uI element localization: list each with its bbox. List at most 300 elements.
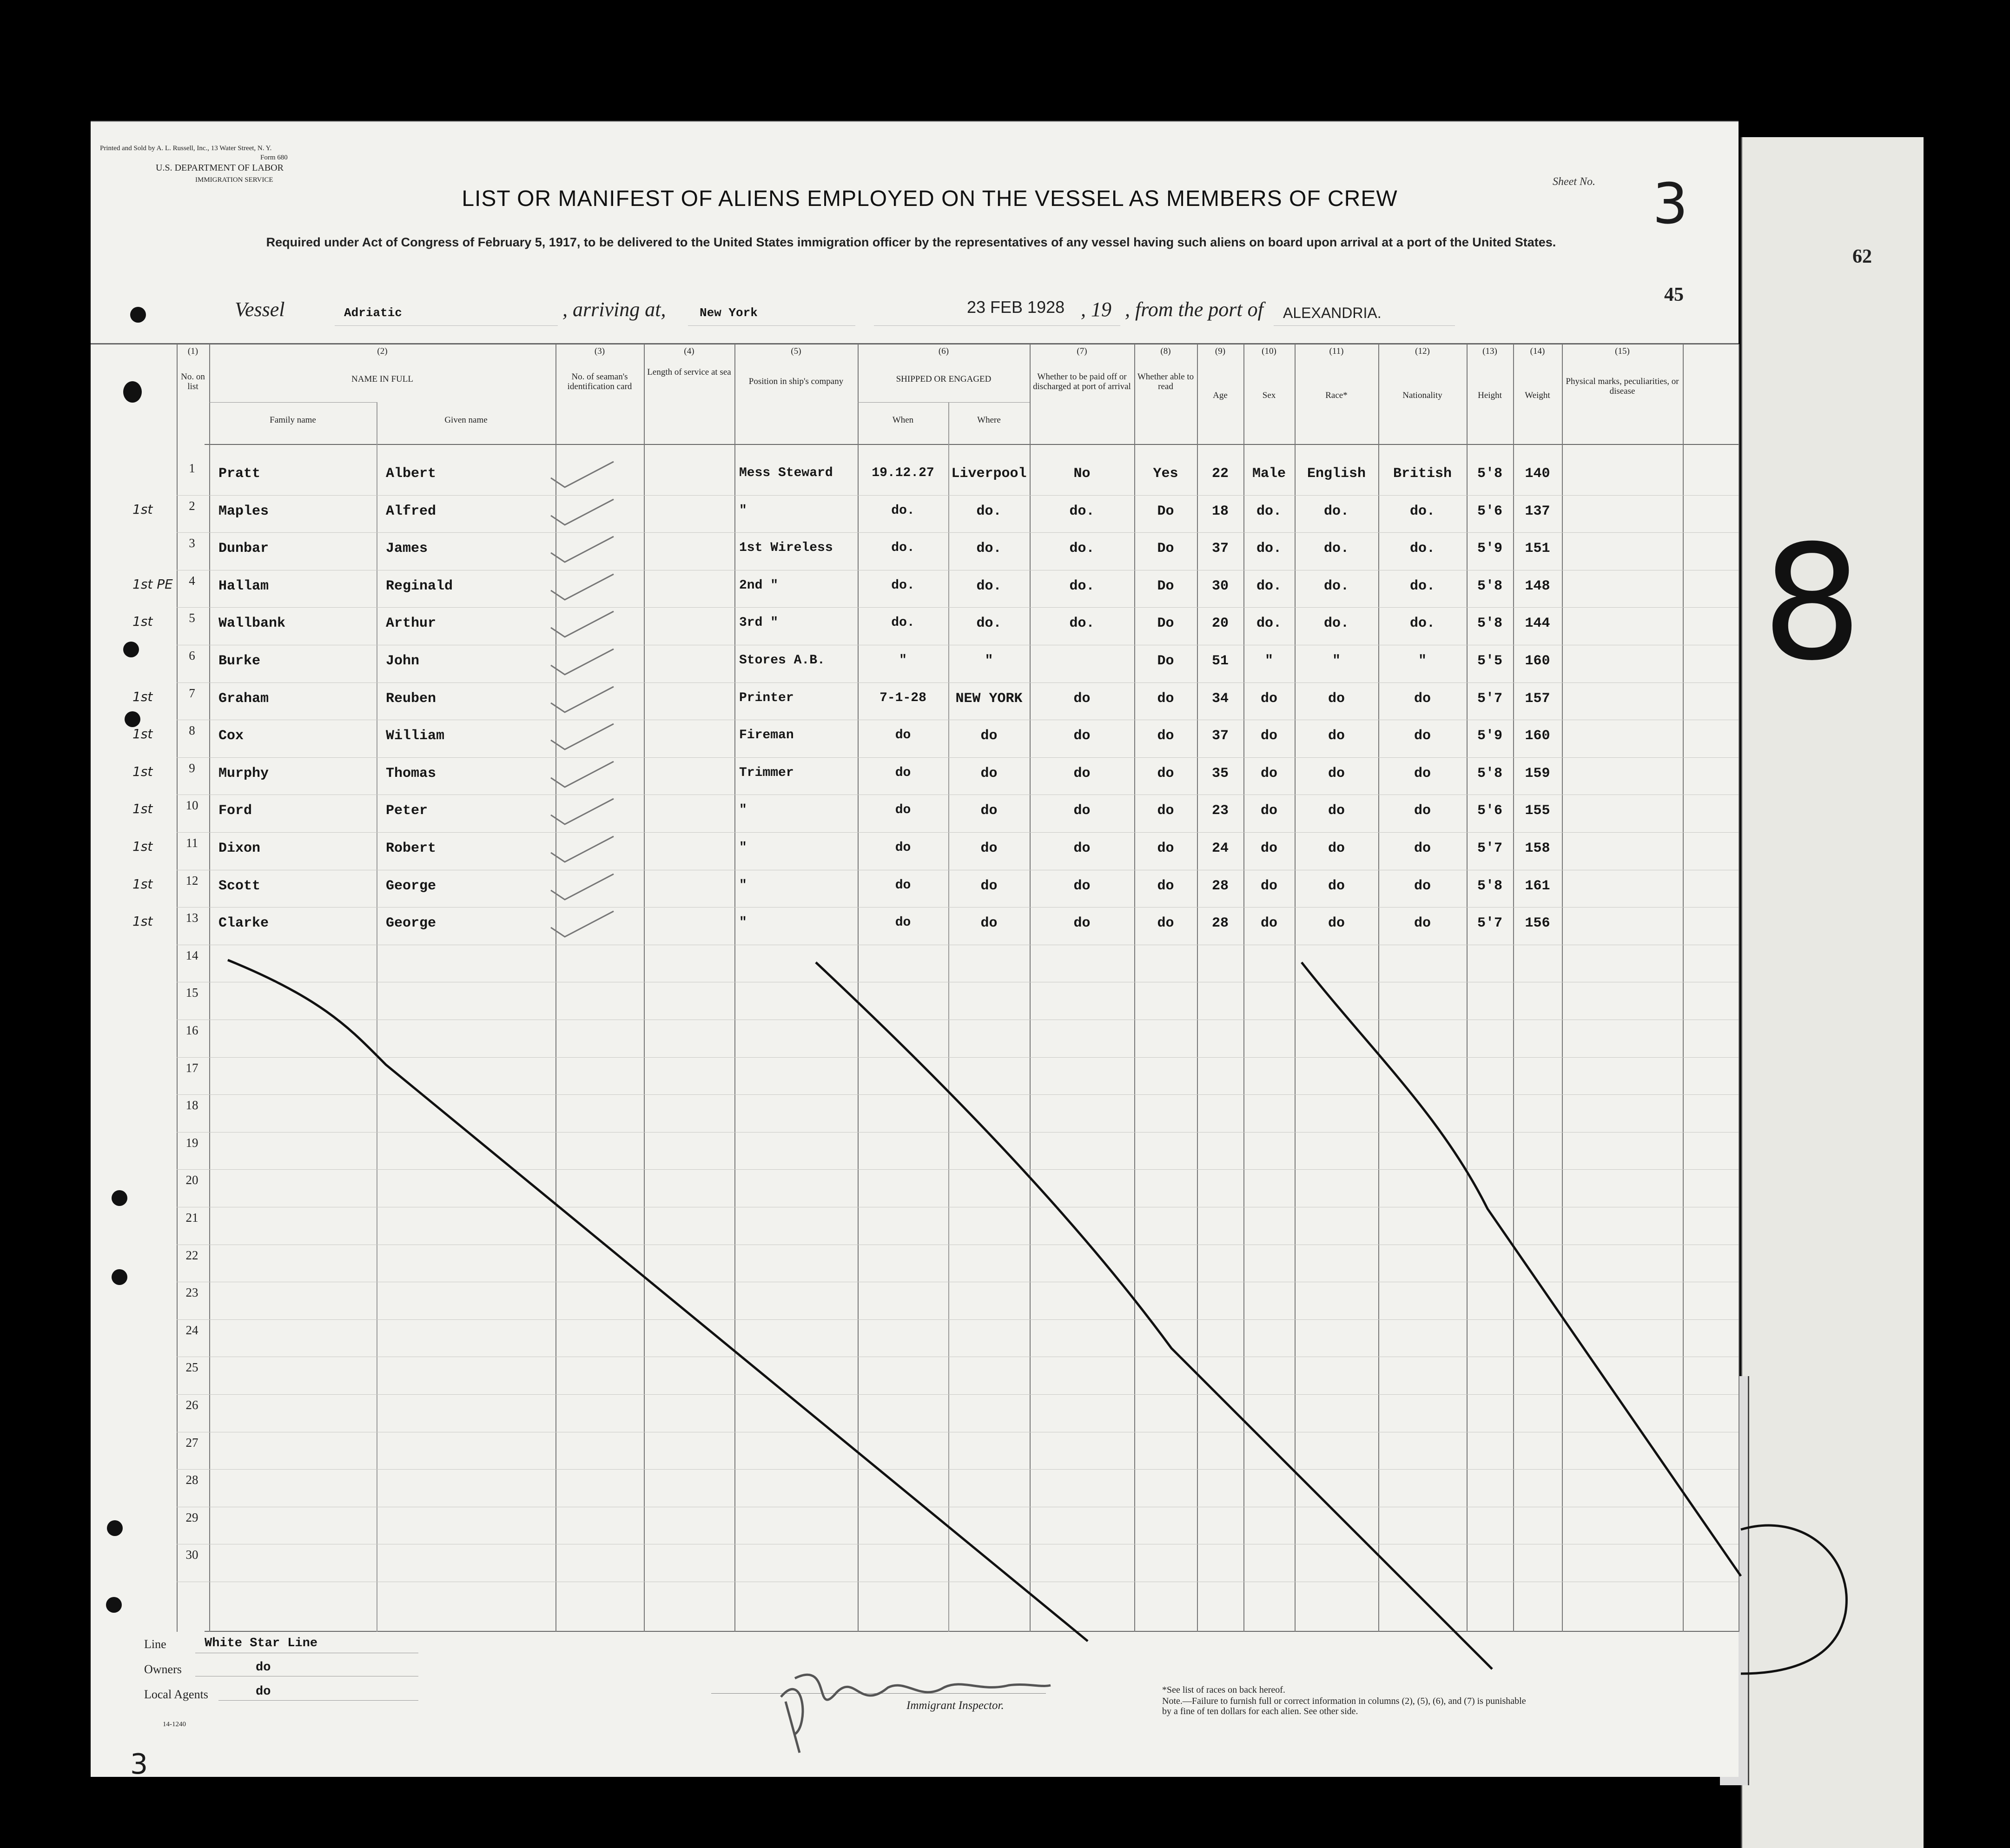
row-number: 10 bbox=[185, 798, 198, 813]
cell-position: 2nd " bbox=[739, 578, 779, 593]
cell-age: 34 bbox=[1211, 690, 1229, 707]
table-header-rule bbox=[205, 444, 1739, 445]
cell-family: Wallbank bbox=[218, 616, 286, 632]
cell-given: Thomas bbox=[386, 765, 436, 782]
cell-read: do bbox=[1157, 915, 1174, 932]
cell-nationality: do bbox=[1414, 803, 1431, 819]
check-mark-icon bbox=[549, 909, 618, 941]
corner-mark: 3 bbox=[130, 1748, 148, 1781]
row-number: 19 bbox=[185, 1135, 198, 1150]
service: IMMIGRATION SERVICE bbox=[195, 176, 273, 184]
cell-height: 5'9 bbox=[1477, 541, 1502, 557]
underlying-sheet bbox=[1741, 137, 1924, 1848]
cell-family: Burke bbox=[218, 653, 261, 669]
margin-note: 1st bbox=[132, 763, 153, 779]
row-number: 9 bbox=[189, 761, 195, 775]
cell-sex: do bbox=[1260, 915, 1277, 932]
note-races: *See list of races on back hereof. bbox=[1162, 1685, 1285, 1695]
row-number: 15 bbox=[185, 986, 198, 1000]
owners-value: do bbox=[256, 1661, 271, 1675]
cell-weight: 160 bbox=[1525, 653, 1550, 669]
cell-nationality: do. bbox=[1409, 578, 1435, 594]
margin-note: 1st bbox=[132, 501, 153, 517]
column-number: (3) bbox=[594, 346, 605, 356]
sheet-label: Sheet No. bbox=[1553, 176, 1595, 188]
table-column-rule bbox=[1683, 344, 1684, 1632]
cell-sex: do bbox=[1260, 878, 1277, 894]
cell-sex: do. bbox=[1256, 616, 1282, 632]
margin-note: 1st bbox=[132, 614, 153, 629]
cell-read: do bbox=[1157, 690, 1174, 707]
column-number: (8) bbox=[1160, 346, 1171, 356]
cell-height: 5'8 bbox=[1477, 578, 1502, 594]
cell-given: Peter bbox=[386, 803, 428, 819]
department: U.S. DEPARTMENT OF LABOR bbox=[156, 163, 284, 173]
cell-given: Reuben bbox=[386, 690, 436, 707]
punch-hole bbox=[112, 1190, 127, 1206]
line-label: Line bbox=[144, 1637, 166, 1651]
cell-paid: do. bbox=[1069, 541, 1095, 557]
cell-paid: No bbox=[1073, 466, 1091, 482]
cell-race: do bbox=[1328, 878, 1345, 894]
cell-race: do bbox=[1328, 841, 1345, 856]
column-subheader: When bbox=[892, 415, 914, 425]
punch-hole bbox=[112, 1269, 127, 1285]
cell-when: do bbox=[895, 728, 911, 743]
cell-where: do bbox=[980, 915, 998, 932]
check-mark-icon bbox=[549, 534, 618, 567]
row-number: 8 bbox=[189, 723, 195, 738]
column-number: (11) bbox=[1329, 346, 1344, 356]
cell-when: 19.12.27 bbox=[872, 466, 934, 480]
cell-position: Mess Steward bbox=[739, 466, 833, 480]
cell-where: Liverpool bbox=[951, 466, 1027, 482]
cell-weight: 160 bbox=[1525, 728, 1550, 744]
cell-race: do bbox=[1328, 803, 1345, 819]
cell-height: 5'7 bbox=[1477, 841, 1502, 856]
row-number: 1 bbox=[189, 461, 195, 475]
row-number: 12 bbox=[185, 873, 198, 888]
row-rule bbox=[177, 1469, 1739, 1470]
cell-position: Fireman bbox=[739, 728, 794, 743]
agents-label: Local Agents bbox=[144, 1688, 208, 1701]
check-mark-icon bbox=[549, 684, 618, 717]
year-label: , 19 bbox=[1081, 298, 1111, 321]
cell-read: do bbox=[1157, 841, 1174, 856]
margin-note: 1st bbox=[132, 839, 153, 854]
printer-line: Printed and Sold by A. L. Russell, Inc., 13 Water Street, N. Y. bbox=[100, 145, 272, 152]
column-number: (6) bbox=[938, 346, 949, 356]
cell-age: 35 bbox=[1211, 765, 1229, 782]
cell-height: 5'6 bbox=[1477, 803, 1502, 819]
row-rule bbox=[177, 495, 1739, 496]
column-number: (5) bbox=[791, 346, 801, 356]
cell-height: 5'8 bbox=[1477, 878, 1502, 894]
cell-height: 5'7 bbox=[1477, 690, 1502, 707]
note-fine: Note.—Failure to furnish full or correct information in columns (2), (5), (6), and (7) is punishable by a fine of ten dollars for each alien. See other side. bbox=[1162, 1696, 1526, 1716]
cell-age: 22 bbox=[1211, 466, 1229, 482]
cell-paid: do. bbox=[1069, 503, 1095, 519]
cell-when: do. bbox=[891, 503, 915, 518]
cell-age: 28 bbox=[1211, 878, 1229, 894]
cell-read: Do bbox=[1157, 578, 1174, 594]
cell-age: 51 bbox=[1211, 653, 1229, 669]
cell-nationality: do bbox=[1414, 841, 1431, 856]
column-subheader: Given name bbox=[444, 415, 488, 425]
column-number: (13) bbox=[1482, 346, 1497, 356]
cell-race: do. bbox=[1323, 578, 1349, 594]
cell-family: Cox bbox=[218, 728, 244, 744]
arriving-label: , arriving at, bbox=[562, 298, 666, 321]
vessel-label: Vessel bbox=[235, 298, 285, 321]
cell-age: 24 bbox=[1211, 841, 1229, 856]
check-mark-icon bbox=[549, 609, 618, 642]
cell-nationality: do bbox=[1414, 915, 1431, 932]
cell-where: do bbox=[980, 728, 998, 744]
agents-value: do bbox=[256, 1685, 271, 1699]
cell-family: Graham bbox=[218, 690, 269, 707]
cell-read: Do bbox=[1157, 653, 1174, 669]
cell-given: John bbox=[386, 653, 420, 669]
table-column-rule bbox=[858, 344, 859, 1632]
column-number: (4) bbox=[684, 346, 694, 356]
cell-given: Robert bbox=[386, 841, 436, 856]
table-column-rule bbox=[1562, 344, 1563, 1632]
cell-nationality: do bbox=[1414, 728, 1431, 744]
check-mark-icon bbox=[549, 796, 618, 829]
cell-paid: do bbox=[1073, 765, 1091, 782]
cell-read: Yes bbox=[1153, 466, 1178, 482]
side-number-top: 62 bbox=[1852, 246, 1872, 267]
row-rule bbox=[177, 532, 1739, 533]
cell-race: do. bbox=[1323, 616, 1349, 632]
row-number: 11 bbox=[186, 836, 198, 850]
cell-sex: do. bbox=[1256, 503, 1282, 519]
cell-when: do bbox=[895, 915, 911, 930]
cell-read: Do bbox=[1157, 541, 1174, 557]
cell-position: Stores A.B. bbox=[739, 653, 825, 668]
cell-age: 20 bbox=[1211, 616, 1229, 632]
cell-paid: do bbox=[1073, 803, 1091, 819]
column-header: Physical marks, peculiarities, or disease bbox=[1566, 377, 1679, 396]
cell-age: 18 bbox=[1211, 503, 1229, 519]
cell-read: do bbox=[1157, 878, 1174, 894]
column-header: Height bbox=[1478, 391, 1502, 400]
cell-weight: 158 bbox=[1525, 841, 1550, 856]
punch-hole bbox=[130, 307, 146, 323]
cell-paid: do. bbox=[1069, 578, 1095, 594]
column-number: (15) bbox=[1615, 346, 1630, 356]
column-header: NAME IN FULL bbox=[351, 374, 413, 384]
cell-family: Dunbar bbox=[218, 541, 269, 557]
cell-height: 5'8 bbox=[1477, 765, 1502, 782]
row-number: 17 bbox=[185, 1060, 198, 1075]
cell-race: " bbox=[1332, 653, 1341, 669]
cell-when: do. bbox=[891, 578, 915, 593]
column-number: (2) bbox=[377, 346, 388, 356]
side-number-bottom: 45 bbox=[1664, 284, 1684, 305]
cell-sex: Male bbox=[1252, 466, 1286, 482]
cell-family: Scott bbox=[218, 878, 261, 894]
cell-read: do bbox=[1157, 765, 1174, 782]
check-mark-icon bbox=[549, 722, 618, 754]
cell-nationality: do. bbox=[1409, 616, 1435, 632]
cell-read: Do bbox=[1157, 503, 1174, 519]
column-subheader: Family name bbox=[270, 415, 316, 425]
table-column-rule bbox=[1243, 344, 1244, 1632]
cell-given: Alfred bbox=[386, 503, 436, 519]
column-number: (10) bbox=[1262, 346, 1276, 356]
check-mark-icon bbox=[549, 459, 618, 492]
column-number: (9) bbox=[1215, 346, 1226, 356]
row-number: 5 bbox=[189, 611, 195, 625]
row-number: 23 bbox=[185, 1285, 198, 1300]
row-rule bbox=[177, 1169, 1739, 1170]
cell-sex: do bbox=[1260, 841, 1277, 856]
arrival-date: 23 FEB 1928 bbox=[967, 298, 1065, 317]
line-value: White Star Line bbox=[205, 1636, 318, 1650]
margin-note: 1st bbox=[132, 876, 153, 892]
table-column-rule bbox=[1467, 344, 1468, 1632]
punch-hole bbox=[106, 1597, 122, 1613]
check-mark-icon bbox=[549, 497, 618, 530]
check-mark-icon bbox=[549, 759, 618, 792]
cell-age: 30 bbox=[1211, 578, 1229, 594]
cell-position: 3rd " bbox=[739, 616, 779, 630]
table-column-rule bbox=[1134, 344, 1135, 1632]
column-header: Race* bbox=[1325, 391, 1348, 400]
cell-weight: 159 bbox=[1525, 765, 1550, 782]
row-rule bbox=[177, 832, 1739, 833]
departure-port: ALEXANDRIA. bbox=[1283, 305, 1382, 321]
column-header: Position in ship's company bbox=[748, 377, 844, 386]
column-number: (12) bbox=[1415, 346, 1430, 356]
row-number: 18 bbox=[185, 1098, 198, 1113]
column-header: No. on list bbox=[181, 372, 205, 391]
margin-note: 1st bbox=[132, 801, 153, 817]
inspector-signature bbox=[767, 1641, 1055, 1757]
cell-when: do bbox=[895, 841, 911, 855]
cell-position: " bbox=[739, 803, 747, 818]
column-header: Whether to be paid off or discharged at port of arrival bbox=[1033, 372, 1131, 391]
cell-where: do. bbox=[976, 503, 1002, 519]
row-number: 26 bbox=[185, 1398, 198, 1412]
cell-where: do bbox=[980, 841, 998, 856]
cell-nationality: do bbox=[1414, 690, 1431, 707]
cell-position: " bbox=[739, 878, 747, 893]
manifest-page bbox=[91, 121, 1739, 1777]
table-column-rule bbox=[1513, 344, 1514, 1632]
punch-hole bbox=[125, 711, 140, 727]
cell-nationality: British bbox=[1393, 466, 1452, 482]
cell-sex: do bbox=[1260, 803, 1277, 819]
cell-weight: 140 bbox=[1525, 466, 1550, 482]
row-number: 2 bbox=[189, 498, 195, 513]
row-rule bbox=[177, 1094, 1739, 1095]
cell-weight: 161 bbox=[1525, 878, 1550, 894]
table-column-rule bbox=[1295, 344, 1296, 1632]
row-number: 14 bbox=[185, 948, 198, 962]
column-header: SHIPPED OR ENGAGED bbox=[896, 374, 992, 384]
cell-sex: do bbox=[1260, 765, 1277, 782]
cell-given: Reginald bbox=[386, 578, 453, 594]
cell-sex: " bbox=[1264, 653, 1273, 669]
cell-age: 37 bbox=[1211, 541, 1229, 557]
margin-note: 1st PE bbox=[132, 576, 173, 592]
cell-sex: do. bbox=[1256, 541, 1282, 557]
cell-read: do bbox=[1157, 803, 1174, 819]
cell-where: NEW YORK bbox=[955, 690, 1023, 707]
cell-family: Pratt bbox=[218, 466, 261, 482]
margin-note: 1st bbox=[132, 726, 153, 742]
cell-weight: 155 bbox=[1525, 803, 1550, 819]
cell-race: do bbox=[1328, 690, 1345, 707]
sheet-number: 3 bbox=[1653, 172, 1688, 237]
cell-age: 28 bbox=[1211, 915, 1229, 932]
table-column-rule bbox=[644, 344, 645, 1632]
table-column-rule bbox=[177, 344, 178, 1632]
from-label: , from the port of bbox=[1125, 298, 1263, 321]
owners-label: Owners bbox=[144, 1663, 182, 1676]
cell-when: " bbox=[899, 653, 907, 668]
cell-sex: do. bbox=[1256, 578, 1282, 594]
cell-when: do bbox=[895, 765, 911, 780]
row-number: 27 bbox=[185, 1435, 198, 1450]
cell-position: " bbox=[739, 841, 747, 855]
cell-paid: do. bbox=[1069, 616, 1095, 632]
cell-nationality: " bbox=[1418, 653, 1427, 669]
cell-height: 5'7 bbox=[1477, 915, 1502, 932]
column-number: (1) bbox=[187, 346, 198, 356]
cell-nationality: do. bbox=[1409, 503, 1435, 519]
cell-position: Printer bbox=[739, 690, 794, 705]
cell-paid: do bbox=[1073, 690, 1091, 707]
punch-hole bbox=[107, 1520, 123, 1536]
cell-height: 5'6 bbox=[1477, 503, 1502, 519]
margin-note: 1st bbox=[132, 689, 153, 704]
check-mark-icon bbox=[549, 572, 618, 604]
cell-given: George bbox=[386, 878, 436, 894]
cell-race: English bbox=[1307, 466, 1366, 482]
cell-position: " bbox=[739, 503, 747, 518]
cell-nationality: do bbox=[1414, 878, 1431, 894]
cell-race: do bbox=[1328, 765, 1345, 782]
cell-when: 7-1-28 bbox=[879, 690, 926, 705]
table-top-rule bbox=[91, 343, 1739, 344]
cell-family: Ford bbox=[218, 803, 252, 819]
cell-height: 5'8 bbox=[1477, 616, 1502, 632]
column-header: Sex bbox=[1262, 391, 1276, 400]
cell-family: Hallam bbox=[218, 578, 269, 594]
column-header: Length of service at sea bbox=[647, 367, 731, 377]
row-number: 21 bbox=[185, 1211, 198, 1225]
cell-read: Do bbox=[1157, 616, 1174, 632]
cell-read: do bbox=[1157, 728, 1174, 744]
form-number: Form 680 bbox=[260, 154, 288, 161]
column-header: Nationality bbox=[1402, 391, 1442, 400]
table-column-rule bbox=[734, 344, 735, 1632]
cell-when: do bbox=[895, 878, 911, 893]
check-mark-icon bbox=[549, 872, 618, 904]
row-number: 22 bbox=[185, 1248, 198, 1262]
row-number: 16 bbox=[185, 1023, 198, 1037]
row-rule bbox=[177, 1319, 1739, 1320]
page-title: LIST OR MANIFEST OF ALIENS EMPLOYED ON THE VESSEL AS MEMBERS OF CREW bbox=[462, 186, 1398, 211]
row-number: 13 bbox=[185, 911, 198, 925]
cell-height: 5'5 bbox=[1477, 653, 1502, 669]
cell-paid: do bbox=[1073, 915, 1091, 932]
row-number: 20 bbox=[185, 1173, 198, 1187]
cell-nationality: do bbox=[1414, 765, 1431, 782]
row-rule bbox=[177, 1132, 1739, 1133]
cell-race: do bbox=[1328, 728, 1345, 744]
cell-height: 5'8 bbox=[1477, 466, 1502, 482]
check-mark-icon bbox=[549, 647, 618, 679]
form-code: 14-1240 bbox=[163, 1721, 186, 1728]
row-number: 28 bbox=[185, 1473, 198, 1487]
table-subheader-rule bbox=[209, 402, 377, 403]
cell-race: do. bbox=[1323, 503, 1349, 519]
row-number: 3 bbox=[189, 536, 195, 550]
column-number: (14) bbox=[1530, 346, 1545, 356]
cell-weight: 148 bbox=[1525, 578, 1550, 594]
cell-family: Murphy bbox=[218, 765, 269, 782]
cell-weight: 151 bbox=[1525, 541, 1550, 557]
row-number: 6 bbox=[189, 649, 195, 662]
row-number: 29 bbox=[185, 1510, 198, 1524]
cell-paid: do bbox=[1073, 841, 1091, 856]
column-header: No. of seaman's identification card bbox=[567, 372, 632, 391]
row-rule bbox=[177, 1057, 1739, 1058]
inspector-label: Immigrant Inspector. bbox=[906, 1699, 1004, 1712]
check-mark-icon bbox=[549, 834, 618, 867]
cell-given: George bbox=[386, 915, 436, 932]
cell-where: do. bbox=[976, 578, 1002, 594]
table-subheader-rule bbox=[858, 402, 1030, 403]
row-rule bbox=[177, 1394, 1739, 1395]
cell-family: Dixon bbox=[218, 841, 261, 856]
punch-hole bbox=[123, 642, 139, 657]
cell-family: Clarke bbox=[218, 915, 269, 932]
column-header: Whether able to read bbox=[1137, 372, 1194, 391]
cell-given: James bbox=[386, 541, 428, 557]
cell-position: " bbox=[739, 915, 747, 930]
cell-weight: 157 bbox=[1525, 690, 1550, 707]
cell-nationality: do. bbox=[1409, 541, 1435, 557]
row-number: 25 bbox=[185, 1360, 198, 1375]
cell-where: do. bbox=[976, 541, 1002, 557]
handwritten-number: 8 bbox=[1762, 511, 1863, 695]
cell-weight: 156 bbox=[1525, 915, 1550, 932]
row-number: 30 bbox=[185, 1548, 198, 1562]
cell-weight: 137 bbox=[1525, 503, 1550, 519]
cell-where: do bbox=[980, 878, 998, 894]
row-number: 24 bbox=[185, 1323, 198, 1337]
cell-height: 5'9 bbox=[1477, 728, 1502, 744]
cell-age: 37 bbox=[1211, 728, 1229, 744]
row-rule bbox=[177, 682, 1739, 683]
column-header: Age bbox=[1213, 391, 1228, 400]
column-header: Weight bbox=[1525, 391, 1550, 400]
table-column-rule bbox=[1378, 344, 1379, 1632]
cell-when: do bbox=[895, 803, 911, 818]
margin-note: 1st bbox=[132, 914, 153, 929]
vessel-name: Adriatic bbox=[344, 306, 402, 320]
cell-race: do bbox=[1328, 915, 1345, 932]
cell-where: " bbox=[985, 653, 993, 669]
table-bottom-rule bbox=[205, 1631, 1739, 1632]
row-number: 7 bbox=[189, 686, 195, 700]
